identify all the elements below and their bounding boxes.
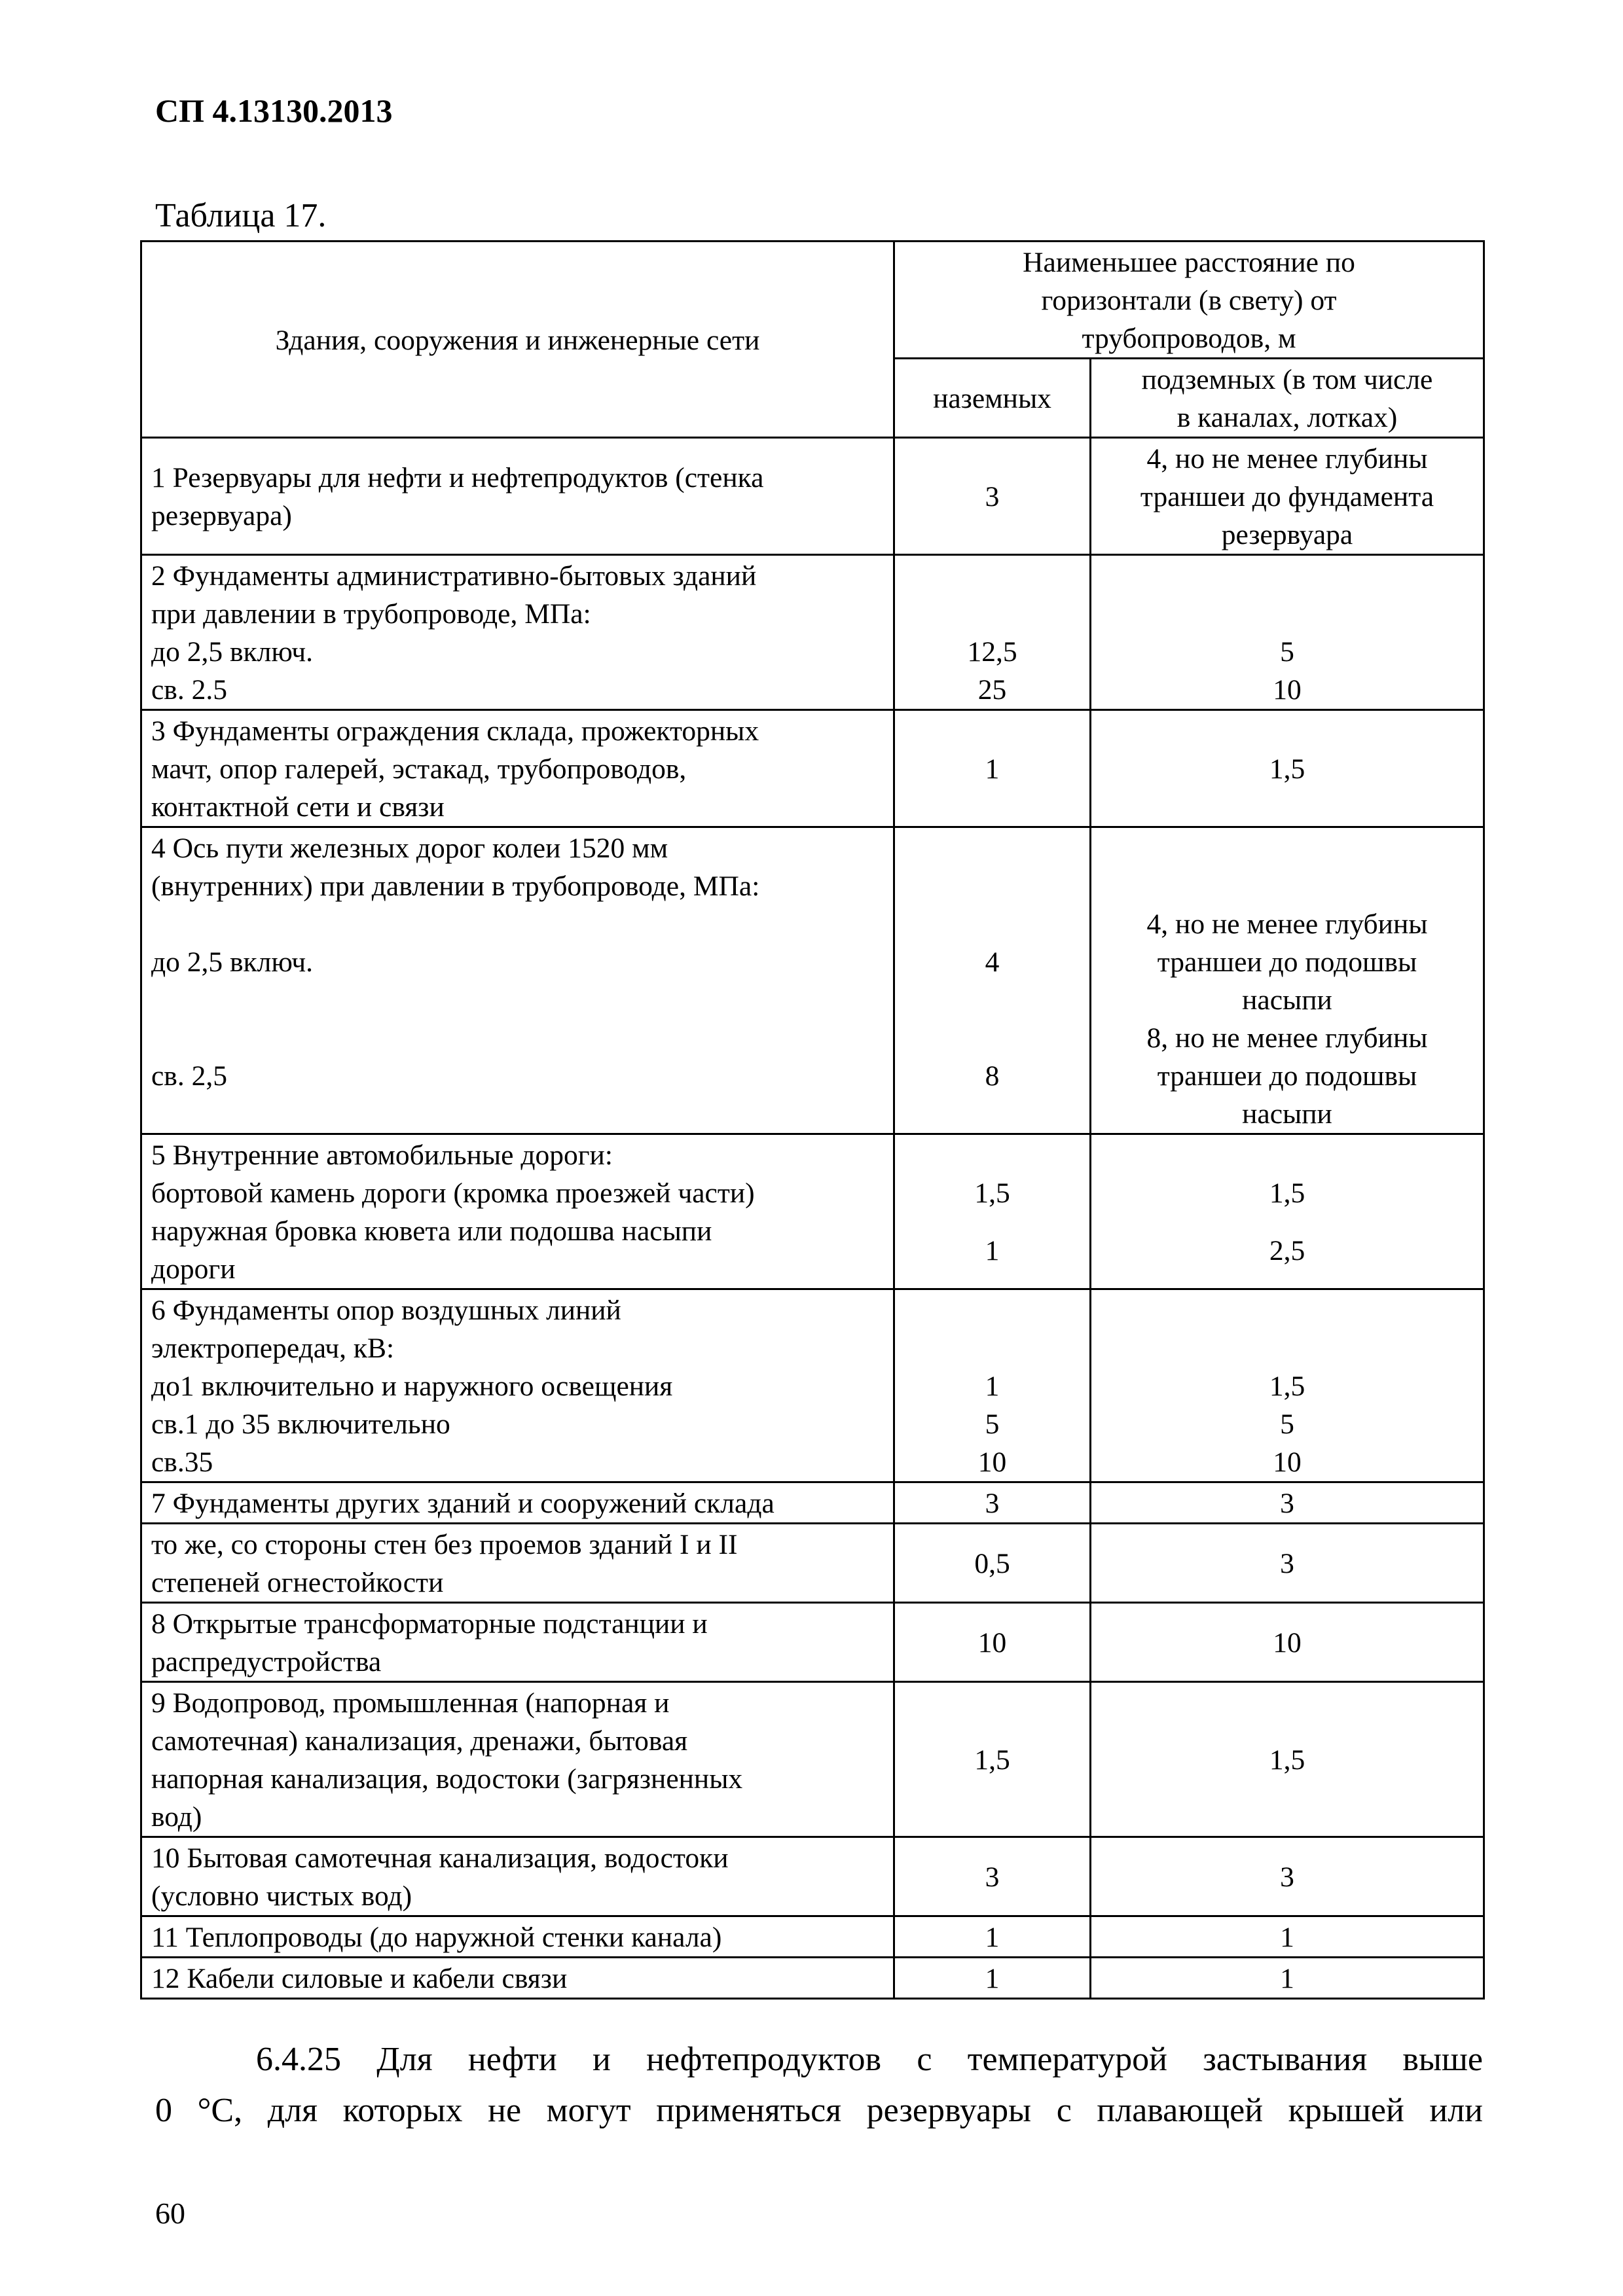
row-name-line: при давлении в трубопроводе, МПа: xyxy=(151,598,591,630)
underground-value: 1,5 xyxy=(1091,1682,1484,1837)
row-name-line: мачт, опор галерей, эстакад, трубопроводов, xyxy=(151,753,687,785)
underground-value-line: 10 xyxy=(1273,1446,1302,1478)
underground-value-line: насыпи xyxy=(1242,984,1332,1016)
header-min-distance xyxy=(894,242,1484,359)
underground-value: 10 xyxy=(1091,1603,1484,1682)
table-row xyxy=(141,1682,1484,1837)
aboveground-value: 0,5 xyxy=(894,1524,1091,1603)
header-underground-line: подземных (в том числе xyxy=(1141,364,1433,395)
aboveground-value: 1,5 xyxy=(894,1682,1091,1837)
underground-value-line: 10 xyxy=(1273,674,1302,706)
table-caption: Таблица 17. xyxy=(155,197,327,234)
row-name xyxy=(141,710,894,827)
table-row xyxy=(141,1134,1484,1289)
underground-value xyxy=(1091,1134,1484,1289)
underground-value: 3 xyxy=(1091,1524,1484,1603)
table-row xyxy=(141,1482,1484,1524)
aboveground-value-line: 8 xyxy=(985,1060,1000,1092)
row-name xyxy=(141,1682,894,1837)
row-name: 11 Теплопроводы (до наружной стенки канала) xyxy=(141,1916,894,1958)
table-row xyxy=(141,1958,1484,1999)
underground-value-line: 5 xyxy=(1280,1408,1294,1440)
aboveground-value: 1 xyxy=(894,710,1091,827)
paragraph-line: 0 °С, для которых не могут применяться резервуары с плавающей крышей или xyxy=(155,2092,1483,2129)
underground-value-line: 2,5 xyxy=(1269,1235,1305,1266)
row-name xyxy=(141,438,894,555)
row-name-line: св.35 xyxy=(151,1446,213,1478)
underground-value xyxy=(1091,555,1484,710)
row-name-line: до1 включительно и наружного освещения xyxy=(151,1371,673,1402)
underground-value: 3 xyxy=(1091,1837,1484,1916)
row-name-line: до 2,5 включ. xyxy=(151,946,313,978)
table-row xyxy=(141,438,1484,555)
row-name: 7 Фундаменты других зданий и сооружений склада xyxy=(141,1482,894,1524)
underground-value-line: 5 xyxy=(1280,636,1294,668)
row-name xyxy=(141,1134,894,1289)
aboveground-value xyxy=(894,555,1091,710)
paragraph-line: 6.4.25 Для нефти и нефтепродуктов с температурой застывания выше xyxy=(256,2041,1483,2078)
underground-value: 1 xyxy=(1091,1958,1484,1999)
row-name-line: 5 Внутренние автомобильные дороги: xyxy=(151,1139,613,1171)
header-aboveground: наземных xyxy=(894,359,1091,438)
row-name-line: 2 Фундаменты административно-бытовых зданий xyxy=(151,560,757,592)
body-paragraph xyxy=(155,2034,1483,2136)
header-underground-line: в каналах, лотках) xyxy=(1176,402,1398,433)
aboveground-value-line: 1,5 xyxy=(974,1177,1010,1209)
row-name-line: св. 2,5 xyxy=(151,1060,227,1092)
row-name xyxy=(141,555,894,710)
header-min-distance-line: трубопроводов, м xyxy=(1082,323,1296,354)
aboveground-value-line: 12,5 xyxy=(967,636,1017,668)
aboveground-value: 3 xyxy=(894,438,1091,555)
row-name-line: 6 Фундаменты опор воздушных линий xyxy=(151,1295,621,1326)
row-name-line: до 2,5 включ. xyxy=(151,636,313,668)
underground-value-line: траншеи до фундамента xyxy=(1140,481,1434,512)
document-code: СП 4.13130.2013 xyxy=(155,92,393,129)
aboveground-value: 1 xyxy=(894,1916,1091,1958)
row-name-line: наружная бровка кювета или подошва насыпи xyxy=(151,1215,712,1247)
aboveground-value: 3 xyxy=(894,1837,1091,1916)
underground-value-line: 4, но не менее глубины xyxy=(1146,443,1428,475)
row-name-line: то же, со стороны стен без проемов зданий I и II xyxy=(151,1529,738,1560)
table-row xyxy=(141,1603,1484,1682)
row-name-line: св. 2.5 xyxy=(151,674,227,706)
row-name xyxy=(141,1289,894,1482)
row-name-line: (условно чистых вод) xyxy=(151,1880,412,1912)
row-name-line: 4 Ось пути железных дорог колеи 1520 мм xyxy=(151,833,668,864)
row-name-line: 10 Бытовая самотечная канализация, водостоки xyxy=(151,1842,729,1874)
row-name-line: дороги xyxy=(151,1253,236,1285)
table-row xyxy=(141,827,1484,1134)
header-underground xyxy=(1091,359,1484,438)
header-min-distance-line: горизонтали (в свету) от xyxy=(1041,285,1337,316)
underground-value-line: траншеи до подошвы xyxy=(1157,1060,1417,1092)
row-name xyxy=(141,827,894,1134)
underground-value-line: насыпи xyxy=(1242,1098,1332,1130)
row-name-line: бортовой камень дороги (кромка проезжей части) xyxy=(151,1177,755,1209)
row-name-line: 9 Водопровод, промышленная (напорная и xyxy=(151,1687,670,1719)
header-min-distance-line: Наименьшее расстояние по xyxy=(1023,247,1355,278)
row-name xyxy=(141,1603,894,1682)
underground-value-line: 1,5 xyxy=(1269,1177,1305,1209)
table-row xyxy=(141,1289,1484,1482)
row-name xyxy=(141,1524,894,1603)
row-name-line: 8 Открытые трансформаторные подстанции и xyxy=(151,1608,708,1640)
underground-value-line: траншеи до подошвы xyxy=(1157,946,1417,978)
underground-value-line: 4, но не менее глубины xyxy=(1146,908,1428,940)
aboveground-value-line: 4 xyxy=(985,946,1000,978)
underground-value-line: 1,5 xyxy=(1269,1371,1305,1402)
underground-value: 1,5 xyxy=(1091,710,1484,827)
underground-value xyxy=(1091,827,1484,1134)
table-row xyxy=(141,555,1484,710)
underground-value-line: 8, но не менее глубины xyxy=(1146,1022,1428,1054)
underground-value xyxy=(1091,1289,1484,1482)
row-name-line: (внутренних) при давлении в трубопроводе, МПа: xyxy=(151,870,760,902)
row-name-line: самотечная) канализация, дренажи, бытовая xyxy=(151,1725,688,1757)
aboveground-value xyxy=(894,1289,1091,1482)
aboveground-value: 1 xyxy=(894,1958,1091,1999)
row-name-line: 1 Резервуары для нефти и нефтепродуктов (стенка xyxy=(151,462,764,493)
row-name: 12 Кабели силовые и кабели связи xyxy=(141,1958,894,1999)
row-name-line: степеней огнестойкости xyxy=(151,1567,444,1598)
underground-value: 3 xyxy=(1091,1482,1484,1524)
header-buildings: Здания, сооружения и инженерные сети xyxy=(141,242,894,438)
row-name-line: контактной сети и связи xyxy=(151,791,445,823)
row-name-line: вод) xyxy=(151,1801,202,1833)
aboveground-value-line: 1 xyxy=(985,1235,1000,1266)
table-row xyxy=(141,1916,1484,1958)
row-name-line: 3 Фундаменты ограждения склада, прожекторных xyxy=(151,715,759,747)
row-name-line: св.1 до 35 включительно xyxy=(151,1408,450,1440)
row-name-line: резервуара) xyxy=(151,500,292,531)
aboveground-value-line: 25 xyxy=(977,674,1007,706)
table-row xyxy=(141,1837,1484,1916)
row-name xyxy=(141,1837,894,1916)
underground-value: 1 xyxy=(1091,1916,1484,1958)
table-body xyxy=(141,438,1484,1999)
aboveground-value: 10 xyxy=(894,1603,1091,1682)
table-row xyxy=(141,710,1484,827)
aboveground-value-line: 5 xyxy=(985,1408,1000,1440)
table-header xyxy=(141,242,1484,438)
aboveground-value: 3 xyxy=(894,1482,1091,1524)
aboveground-value-line: 10 xyxy=(977,1446,1007,1478)
aboveground-value xyxy=(894,827,1091,1134)
aboveground-value-line: 1 xyxy=(985,1371,1000,1402)
aboveground-value xyxy=(894,1134,1091,1289)
row-name-line: напорная канализация, водостоки (загрязненных xyxy=(151,1763,743,1795)
row-name-line: распредустройства xyxy=(151,1646,382,1677)
distance-table xyxy=(140,240,1485,2000)
page-number: 60 xyxy=(155,2197,185,2230)
underground-value xyxy=(1091,438,1484,555)
row-name-line: электропередач, кВ: xyxy=(151,1333,395,1364)
table-row xyxy=(141,1524,1484,1603)
underground-value-line: резервуара xyxy=(1221,519,1353,550)
